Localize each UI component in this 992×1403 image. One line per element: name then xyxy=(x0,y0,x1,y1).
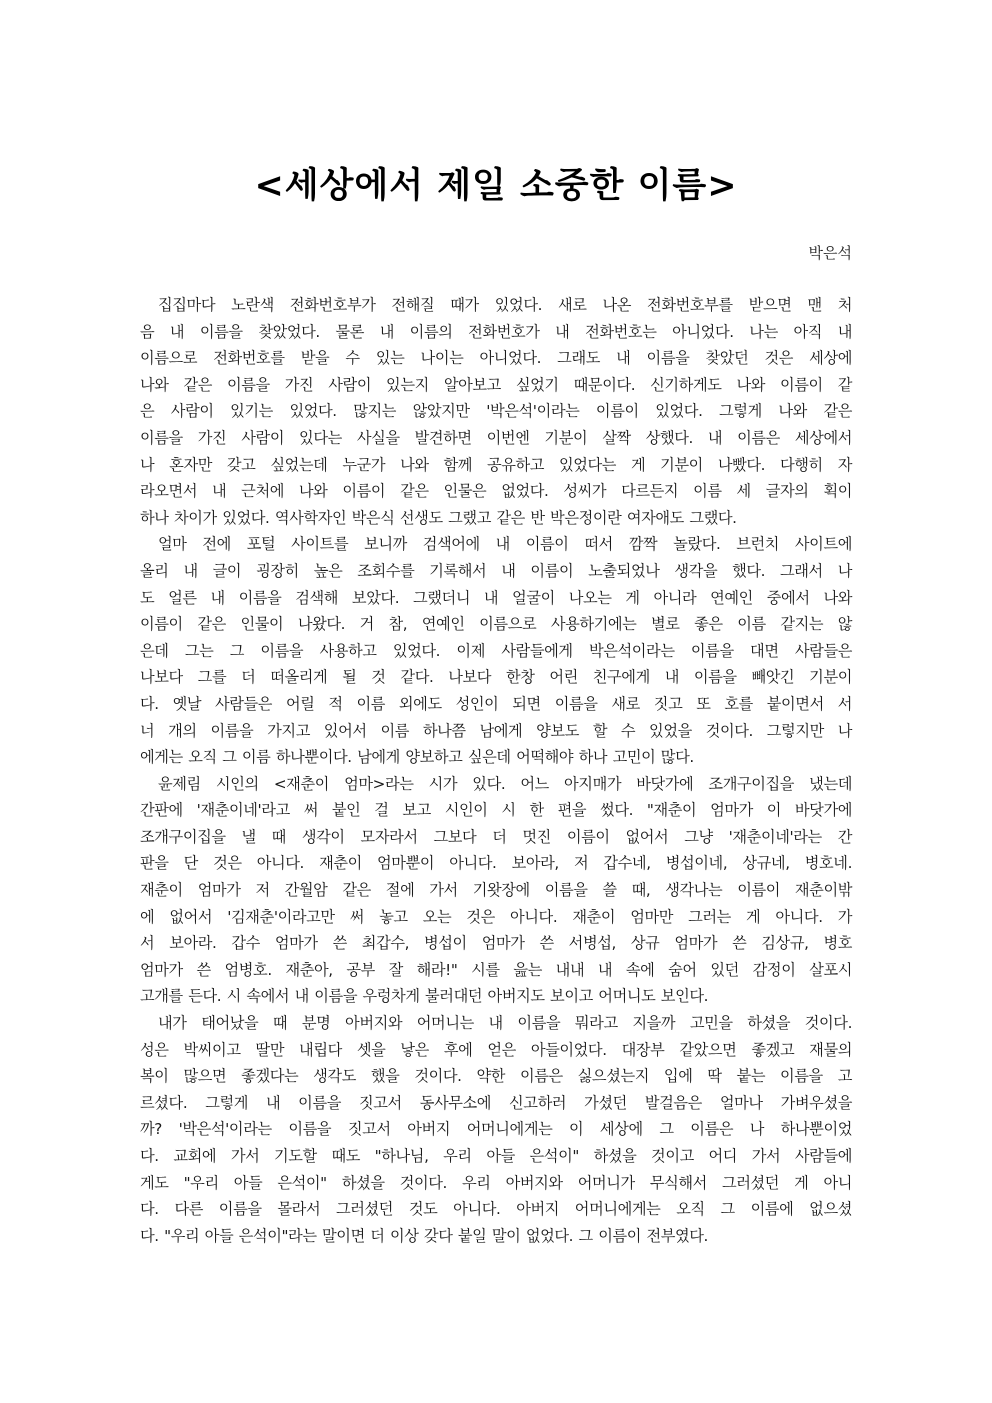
paragraph xyxy=(140,292,852,531)
text-line: 르셨다. 그렇게 내 이름을 짓고서 동사무소에 신고하러 가셨던 발걸음은 얼마나 가벼우셨을 xyxy=(140,1093,852,1112)
text-line: 다. 다른 이름을 몰라서 그러셨던 것도 아니다. 아버지 어머니에게는 오직 그 이름에 없으셨 xyxy=(140,1200,852,1219)
text-line: 음 내 이름을 찾았었다. 물론 내 이름의 전화번호가 내 전화번호는 아니었다. 나는 아직 내 xyxy=(140,322,852,341)
text-line: 다. 교회에 가서 기도할 때도 "하나님, 우리 아들 은석이" 하셨을 것이고 어디 가서 사람들에 xyxy=(140,1147,852,1165)
text-line: 하나 차이가 있었다. 역사학자인 박은식 선생도 그랬고 같은 반 박은정이란 여자애도 그랬다. xyxy=(140,508,737,527)
text-line: 윤제림 시인의 <재춘이 엄마>라는 시가 있다. 어느 아지매가 바닷가에 조개구이집을 냈는데 xyxy=(158,774,852,793)
paragraph xyxy=(140,771,852,1010)
text-line: 은 사람이 있기는 있었다. 많지는 않았지만 '박은석'이라는 이름이 있었다. 그렇게 나와 같은 xyxy=(140,402,852,421)
text-line: 간판에 '재춘이네'라고 써 붙인 걸 보고 시인이 시 한 편을 썼다. "재춘이 엄마가 이 바닷가에 xyxy=(140,801,852,820)
text-line: 올리 내 글이 굉장히 높은 조회수를 기록해서 내 이름이 노출되었나 생각을 했다. 그래서 나 xyxy=(140,561,852,580)
text-line: 조개구이집을 낼 때 생각이 모자라서 그보다 더 멋진 이름이 없어서 그냥 '재춘이네'라는 간 xyxy=(140,827,852,846)
text-line: 너 개의 이름을 가지고 있어서 이름 하나쯤 남에게 양보도 할 수 있었을 것이다. 그렇지만 나 xyxy=(140,721,852,740)
text-line: 복이 많으면 좋겠다는 생각도 했을 것이다. 약한 이름은 싫으셨는지 입에 딱 붙는 이름을 고 xyxy=(140,1067,852,1086)
text-line: 이름이 같은 인물이 나왔다. 거 참, 연예인 이름으로 사용하기에는 별로 좋은 이름 같지는 않 xyxy=(140,615,852,634)
text-line: 고개를 든다. 시 속에서 내 이름을 우렁차게 불러대던 아버지도 보이고 어머니도 보인다. xyxy=(140,987,709,1006)
text-line: 다. 옛날 사람들은 어릴 적 이름 외에도 성인이 되면 이름을 새로 짓고 또 호를 붙이면서 서 xyxy=(140,694,852,713)
text-line: 게도 "우리 아들 은석이" 하셨을 것이다. 우리 아버지와 어머니가 무식해서 그러셨던 게 아니 xyxy=(140,1173,852,1192)
text-line: 까? '박은석'이라는 이름을 짓고서 아버지 어머니에게는 이 세상에 그 이름은 나 하나뿐이었 xyxy=(140,1120,852,1139)
text-line: 얼마 전에 포털 사이트를 보니까 검색어에 내 이름이 떠서 깜짝 놀랐다. 브런치 사이트에 xyxy=(158,535,852,554)
text-line: 나와 같은 이름을 가진 사람이 있는지 알아보고 싶었기 때문이다. 신기하게도 나와 이름이 같 xyxy=(140,375,852,394)
text-line: 은데 그는 그 이름을 사용하고 있었다. 이제 사람들에게 박은석이라는 이름을 대면 사람들은 xyxy=(140,641,852,660)
text-line: 성은 박씨이고 딸만 내립다 셋을 낳은 후에 얻은 아들이었다. 대장부 같았으면 좋겠고 재물의 xyxy=(140,1040,852,1059)
text-line: 재춘이 엄마가 저 간월암 같은 절에 가서 기왓장에 이름을 쓸 때, 생각나는 이름이 재춘이밖 xyxy=(140,881,852,900)
paragraph xyxy=(140,531,852,770)
text-line: 라오면서 내 근처에 나와 이름이 같은 인물은 없었다. 성씨가 다르든지 이름 세 글자의 획이 xyxy=(140,482,852,501)
author-name: 박은석 xyxy=(808,244,852,262)
text-line: 판을 단 것은 아니다. 재춘이 엄마뿐이 아니다. 보아라, 저 갑수네, 병섭이네, 상규네, 병호네. xyxy=(140,854,852,873)
text-line: 에게는 오직 그 이름 하나뿐이다. 남에게 양보하고 싶은데 어떡해야 하나 고민이 많다. xyxy=(140,748,694,767)
text-line: 집집마다 노란색 전화번호부가 전해질 때가 있었다. 새로 나온 전화번호부를 받으면 맨 처 xyxy=(158,296,852,314)
text-line: 이름을 가진 사람이 있다는 사실을 발견하면 이번엔 기분이 살짝 상했다. 내 이름은 세상에서 xyxy=(140,428,852,447)
text-line: 나 혼자만 갖고 싶었는데 누군가 나와 함께 공유하고 있었다는 게 기분이 나빴다. 다행히 자 xyxy=(140,455,852,474)
text-line: 서 보아라. 갑수 엄마가 쓴 최갑수, 병섭이 엄마가 쓴 서병섭, 상규 엄마가 쓴 김상규, 병호 xyxy=(140,934,852,953)
text-line: 엄마가 쓴 엄병호. 재춘아, 공부 잘 해라!" 시를 읊는 내내 내 속에 숨어 있던 감정이 살포시 xyxy=(140,960,852,979)
text-line: 도 얼른 내 이름을 검색해 보았다. 그랬더니 내 얼굴이 나오는 게 아니라 연예인 중에서 나와 xyxy=(140,588,852,607)
text-line: 에 없어서 '김재춘'이라고만 써 놓고 오는 것은 아니다. 재춘이 엄마만 그러는 게 아니다. 가 xyxy=(140,907,852,926)
text-line: 이름으로 전화번호를 받을 수 있는 나이는 아니었다. 그래도 내 이름을 찾았던 것은 세상에 xyxy=(140,349,852,368)
text-line: 내가 태어났을 때 분명 아버지와 어머니는 내 이름을 뭐라고 지을까 고민을 하셨을 것이다. xyxy=(158,1014,852,1033)
paragraph xyxy=(140,1010,852,1249)
text-line: 나보다 그를 더 떠올리게 될 것 같다. 나보다 한창 어린 친구에게 내 이름을 빼앗긴 기분이 xyxy=(140,668,852,687)
document-body xyxy=(140,292,852,1249)
document-title: <세상에서 제일 소중한 이름> xyxy=(254,166,738,206)
text-line: 다. "우리 아들 은석이"라는 말이면 더 이상 갖다 붙일 말이 없었다. 그 이름이 전부였다. xyxy=(140,1226,708,1245)
